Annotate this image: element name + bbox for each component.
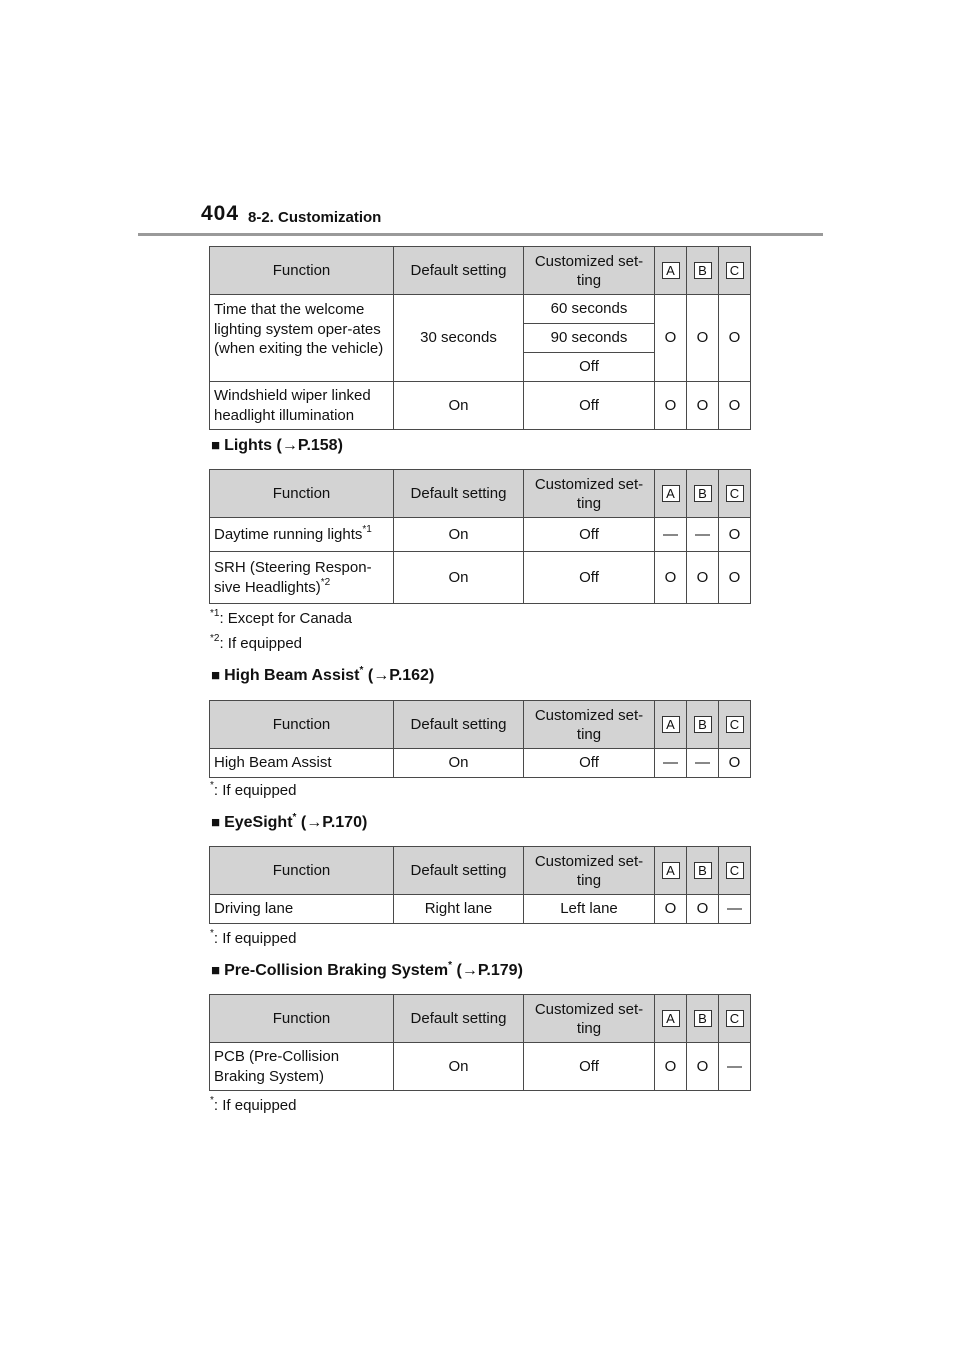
high-beam-table [209,700,751,778]
function-cell: High Beam Assist [210,749,394,778]
cell-a: — [655,749,687,778]
paren: ( [452,962,462,979]
heading-bullet: ■ [211,437,221,454]
footnote-marker: * [210,780,214,791]
table-header-row [210,701,751,749]
column-b-label: B [694,862,712,879]
table-header-row [210,247,751,295]
function-text: Daytime running lights [214,525,363,543]
function-text: SRH (Steering Respon-sive Headlights) [214,559,372,596]
footnote-marker: *2 [210,633,220,644]
table-row [210,749,751,778]
cell-a: — [655,518,687,552]
welcome-lighting-table [209,246,751,430]
column-b-label: B [694,1010,712,1027]
column-a-label: A [662,716,680,733]
pcb-table [209,994,751,1091]
arrow-icon: → [281,437,298,454]
function-cell [210,518,394,552]
eyesight-table [209,846,751,924]
option-cell: 60 seconds [524,295,655,324]
cell-b: O [687,1043,719,1091]
default-setting-header: Default setting [394,701,524,749]
default-cell: On [394,1043,524,1091]
customized-setting-header: Customized set-ting [524,470,655,518]
footnote-marker: *1 [362,523,372,535]
footnote [210,782,296,799]
column-b-label: B [694,485,712,502]
heading-bullet: ■ [211,962,221,979]
arrow-icon: → [306,814,323,831]
customized-setting-header: Customized set-ting [524,995,655,1043]
default-cell: On [394,518,524,552]
paren: ( [363,667,374,684]
footnote-marker: * [359,664,364,676]
default-cell: On [394,552,524,604]
heading-bullet: ■ [211,667,221,684]
column-a-label: A [662,485,680,502]
default-cell: On [394,749,524,778]
cell-a: O [655,552,687,604]
function-cell: Driving lane [210,895,394,924]
custom-cell: Off [524,382,655,430]
lights-table [209,469,751,604]
function-header: Function [210,995,394,1043]
cell-b: O [687,295,719,382]
heading-text: High Beam Assist [224,667,360,684]
cell-c: O [719,295,751,382]
page-ref: P.158) [297,437,343,454]
footnote-marker: * [210,1095,214,1106]
cell-c: O [719,518,751,552]
section-title: 8-2. Customization [248,209,382,226]
cell-a: O [655,895,687,924]
custom-cell: Off [524,749,655,778]
footnote-text: : If equipped [219,635,303,652]
heading-text: Pre-Collision Braking System [224,962,449,979]
default-cell: On [394,382,524,430]
function-header: Function [210,701,394,749]
cell-b: O [687,382,719,430]
page-header [201,202,823,234]
column-a-label: A [662,262,680,279]
cell-b: O [687,552,719,604]
cell-a: O [655,382,687,430]
page-number: 404 [201,202,240,225]
footnote-text: : If equipped [213,930,297,947]
table-row [210,382,751,430]
default-setting-header: Default setting [394,995,524,1043]
heading-text: Lights ( [224,437,282,454]
default-setting-header: Default setting [394,470,524,518]
table-row [210,1043,751,1091]
column-c-label: C [726,716,744,733]
default-cell: 30 seconds [394,295,524,382]
custom-cell: Off [524,552,655,604]
cell-c: O [719,552,751,604]
column-c-label: C [726,485,744,502]
cell-a: O [655,1043,687,1091]
function-cell: Time that the welcome lighting system oper-ates (when exiting the vehicle) [210,295,394,382]
custom-cell: Left lane [524,895,655,924]
cell-b: O [687,895,719,924]
cell-a: O [655,295,687,382]
page-ref: P.179) [477,962,523,979]
cell-c: O [719,382,751,430]
page-ref: P.170) [322,814,368,831]
table-row [210,895,751,924]
column-a-label: A [662,862,680,879]
pcb-heading [211,959,523,980]
table-header-row [210,847,751,895]
footnote-marker: *2 [320,576,331,588]
footnote [210,1097,296,1114]
cell-b: — [687,749,719,778]
function-header: Function [210,247,394,295]
eyesight-heading [211,811,368,832]
footnote [210,635,302,652]
column-c-label: C [726,1010,744,1027]
footnote-text: : Except for Canada [219,610,353,627]
heading-text: EyeSight [224,814,293,831]
cell-c: — [719,1043,751,1091]
function-header: Function [210,470,394,518]
column-b-label: B [694,262,712,279]
footnote [210,930,296,947]
function-cell [210,552,394,604]
footnote-marker: * [210,928,214,939]
default-setting-header: Default setting [394,847,524,895]
footnote-marker: * [292,811,297,823]
option-cell: Off [524,353,655,382]
page-ref: P.162) [389,667,435,684]
default-setting-header: Default setting [394,247,524,295]
column-b-label: B [694,716,712,733]
cell-b: — [687,518,719,552]
function-cell: PCB (Pre-Collision Braking System) [210,1043,394,1091]
table-header-row [210,470,751,518]
high-beam-heading [211,664,435,685]
table-row [210,518,751,552]
arrow-icon: → [461,962,478,979]
function-cell: Windshield wiper linked headlight illumination [210,382,394,430]
footnote-marker: *1 [210,608,220,619]
column-c-label: C [726,262,744,279]
customized-setting-header: Customized set-ting [524,701,655,749]
arrow-icon: → [373,667,390,684]
footnote-text: : If equipped [213,1097,297,1114]
custom-cell: Off [524,518,655,552]
column-c-label: C [726,862,744,879]
header-rule [138,233,823,236]
cell-c: — [719,895,751,924]
footnote-marker: * [448,959,453,971]
paren: ( [296,814,307,831]
option-cell: 90 seconds [524,324,655,353]
customized-setting-header: Customized set-ting [524,847,655,895]
table-row [210,295,751,324]
footnote [210,610,352,627]
default-cell: Right lane [394,895,524,924]
customized-setting-header: Customized set-ting [524,247,655,295]
table-row [210,552,751,604]
cell-c: O [719,749,751,778]
heading-bullet: ■ [211,814,221,831]
table-header-row [210,995,751,1043]
function-header: Function [210,847,394,895]
custom-cell: Off [524,1043,655,1091]
lights-heading [211,437,343,455]
column-a-label: A [662,1010,680,1027]
footnote-text: : If equipped [213,782,297,799]
